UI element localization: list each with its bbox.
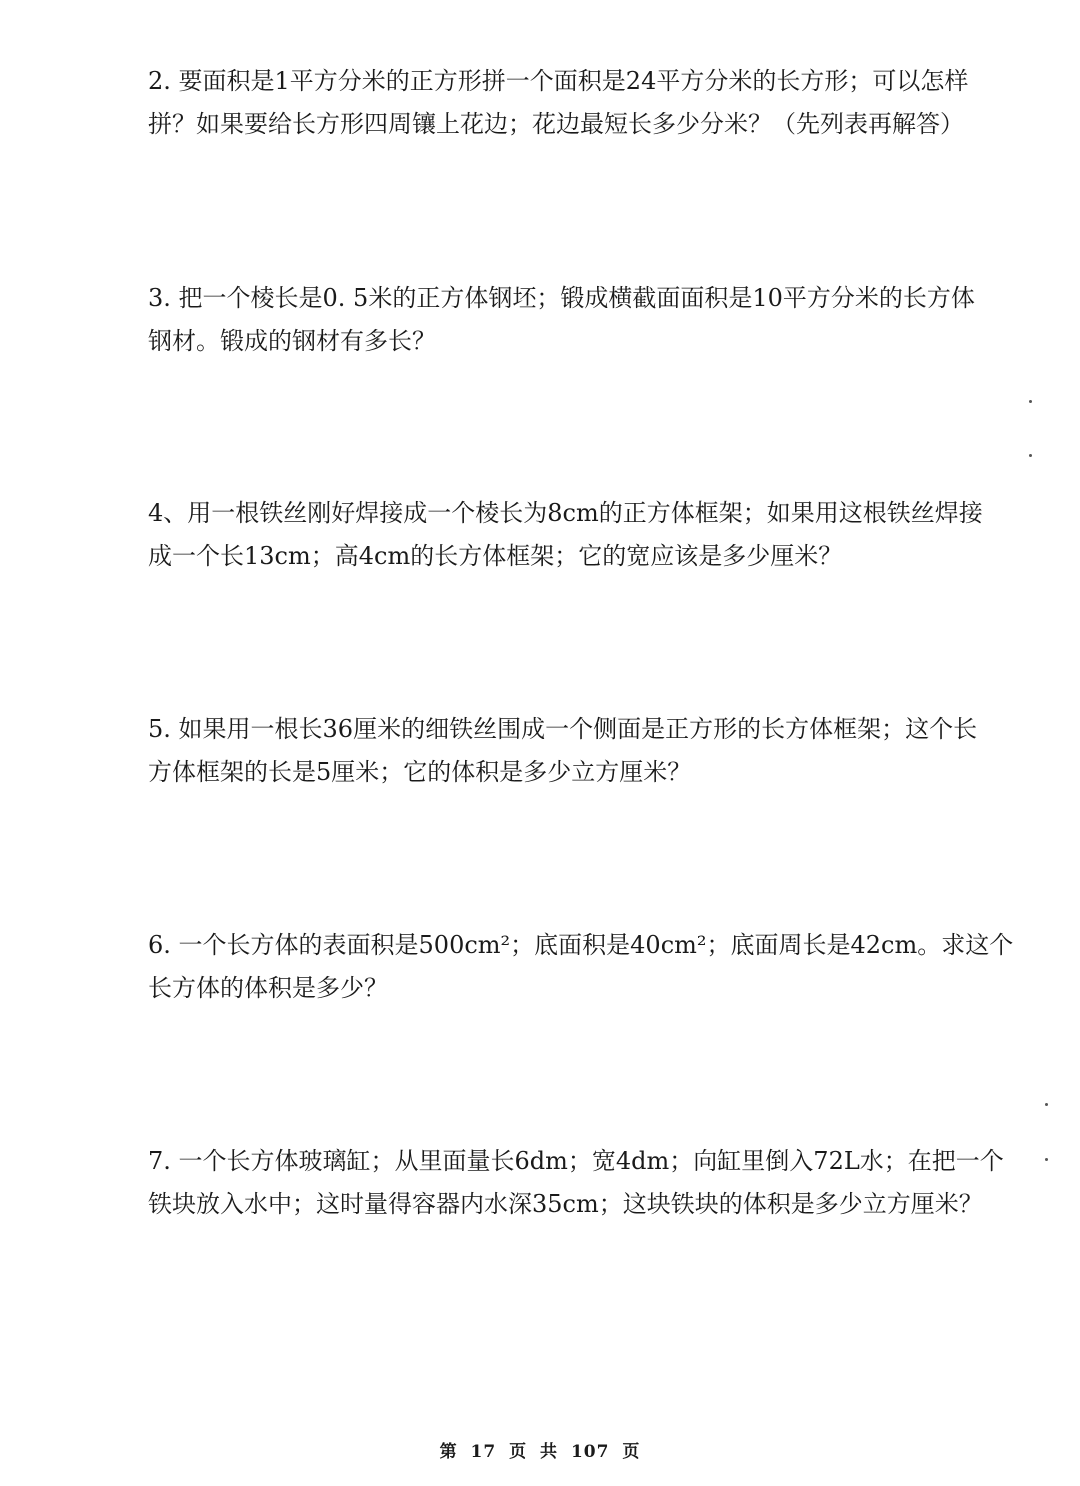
problem-7-line-1: 7. 一个长方体玻璃缸；从里面量长6dm；宽4dm；向缸里倒入72L水；在把一个 xyxy=(148,1147,1004,1175)
problem-3-line-2: 钢材。锻成的钢材有多长？ xyxy=(148,327,436,355)
problem-4-line-2: 成一个长13cm；高4cm的长方体框架；它的宽应该是多少厘米？ xyxy=(148,542,843,570)
problem-6-line-1: 6. 一个长方体的表面积是500cm²；底面积是40cm²；底面周长是42cm。求这个 xyxy=(148,931,1014,959)
scan-speck xyxy=(1029,454,1032,457)
problem-3-line-1: 3. 把一个棱长是0. 5米的正方体钢坯；锻成横截面面积是10平方分米的长方体 xyxy=(148,284,975,312)
problem-4-line-1: 4、用一根铁丝刚好焊接成一个棱长为8cm的正方体框架；如果用这根铁丝焊接 xyxy=(148,499,983,527)
problem-3 xyxy=(148,277,1018,363)
scan-speck xyxy=(1045,1103,1048,1106)
problem-2-line-1: 2. 要面积是1平方分米的正方形拼一个面积是24平方分米的长方形；可以怎样 xyxy=(148,67,969,95)
problem-5-line-2: 方体框架的长是5厘米；它的体积是多少立方厘米？ xyxy=(148,758,692,786)
problem-7-line-2: 铁块放入水中；这时量得容器内水深35cm；这块铁块的体积是多少立方厘米？ xyxy=(148,1190,983,1218)
page-footer: 第 17 页 共 107 页 xyxy=(439,1442,641,1462)
problem-4 xyxy=(148,492,1018,578)
problem-5 xyxy=(148,708,1018,794)
problem-7 xyxy=(148,1140,1018,1226)
scan-speck xyxy=(1045,1158,1048,1161)
problem-5-line-1: 5. 如果用一根长36厘米的细铁丝围成一个侧面是正方形的长方体框架；这个长 xyxy=(148,715,978,743)
problem-6 xyxy=(148,924,1018,1010)
problem-6-line-2: 长方体的体积是多少？ xyxy=(148,974,388,1002)
scan-speck xyxy=(1029,400,1032,403)
problem-2 xyxy=(148,60,1018,146)
problem-2-line-2: 拼？如果要给长方形四周镶上花边；花边最短长多少分米？（先列表再解答） xyxy=(148,110,964,138)
